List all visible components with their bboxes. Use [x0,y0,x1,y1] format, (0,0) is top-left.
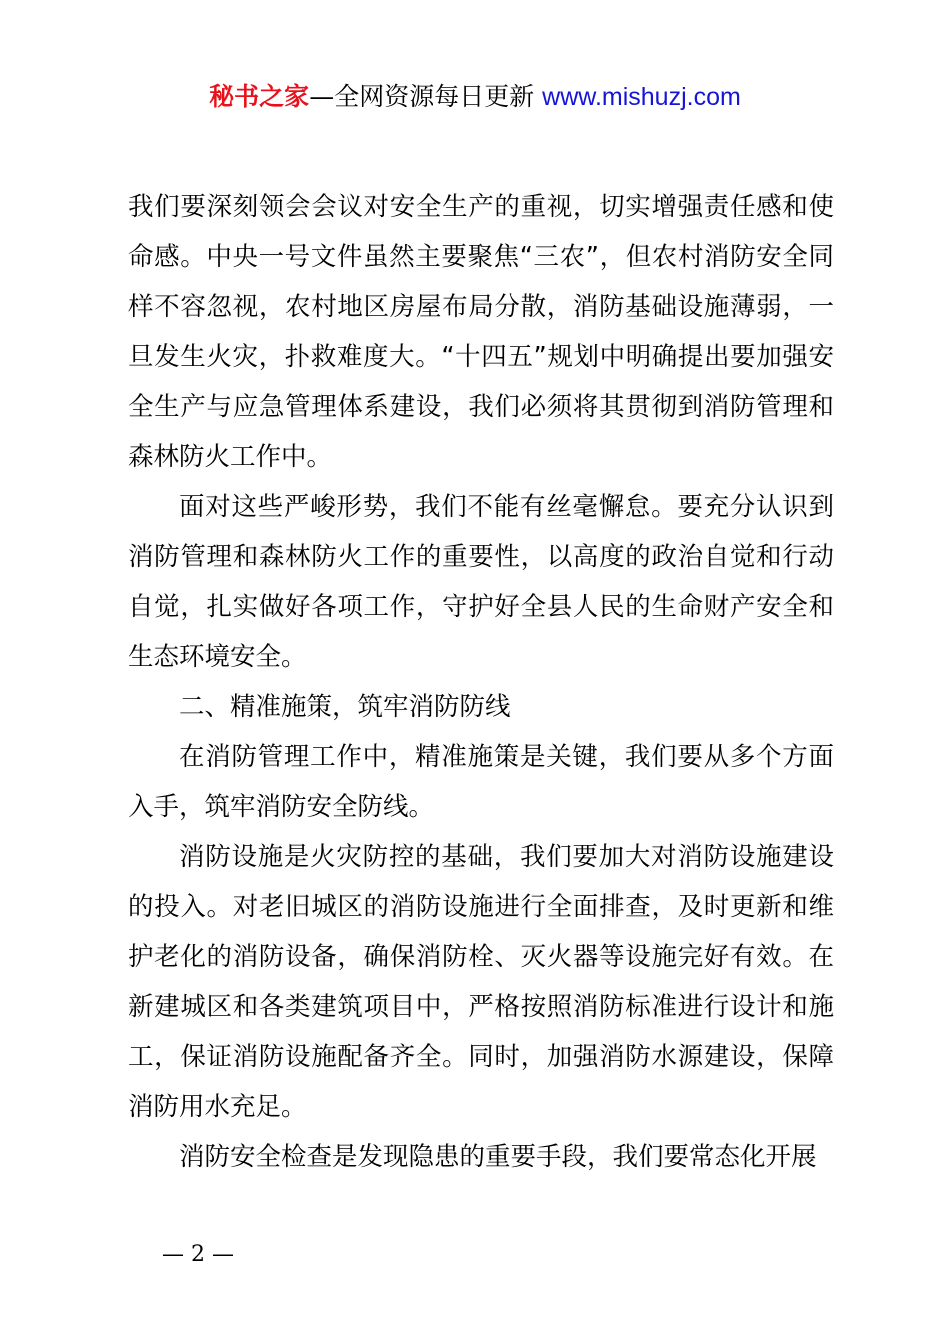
paragraph: 消防安全检查是发现隐患的重要手段，我们要常态化开展 [179,1142,817,1172]
document-body [128,182,834,1182]
paragraph: 消防设施是火灾防控的基础，我们要加大对消防设施建设的投入。对老旧城区的消防设施进行全面排查，及时更新和维护老化的消防设备，确保消防栓、灭火器等设施完好有效。在新建城区和各类建筑项目中，严格按照消防标准进行设计和施工，保证消防设施配备齐全。同时，加强消防水源建设，保障消防用水充足。 [128,842,834,1122]
paragraph: 我们要深刻领会会议对安全生产的重视，切实增强责任感和使命感。中央一号文件虽然主要聚焦“三农”，但农村消防安全同样不容忽视，农村地区房屋布局分散，消防基础设施薄弱，一旦发生火灾，扑救难度大。“十四五”规划中明确提出要加强安全生产与应急管理体系建设，我们必须将其贯彻到消防管理和森林防火工作中。 [128,192,834,472]
brand-name: 秘书之家 [209,82,310,111]
page-number: — 2 — [162,1242,234,1267]
page-header [0,80,950,114]
paragraph: 面对这些严峻形势，我们不能有丝毫懈怠。要充分认识到消防管理和森林防火工作的重要性，以高度的政治自觉和行动自觉，扎实做好各项工作，守护好全县人民的生命财产安全和生态环境安全。 [128,492,834,672]
section-heading: 二、精准施策，筑牢消防防线 [179,692,511,722]
paragraph: 在消防管理工作中，精准施策是关键，我们要从多个方面入手，筑牢消防安全防线。 [128,742,834,822]
header-tagline: —全网资源每日更新 [309,82,535,111]
site-url-link[interactable]: www.mishuzj.com [542,83,741,111]
